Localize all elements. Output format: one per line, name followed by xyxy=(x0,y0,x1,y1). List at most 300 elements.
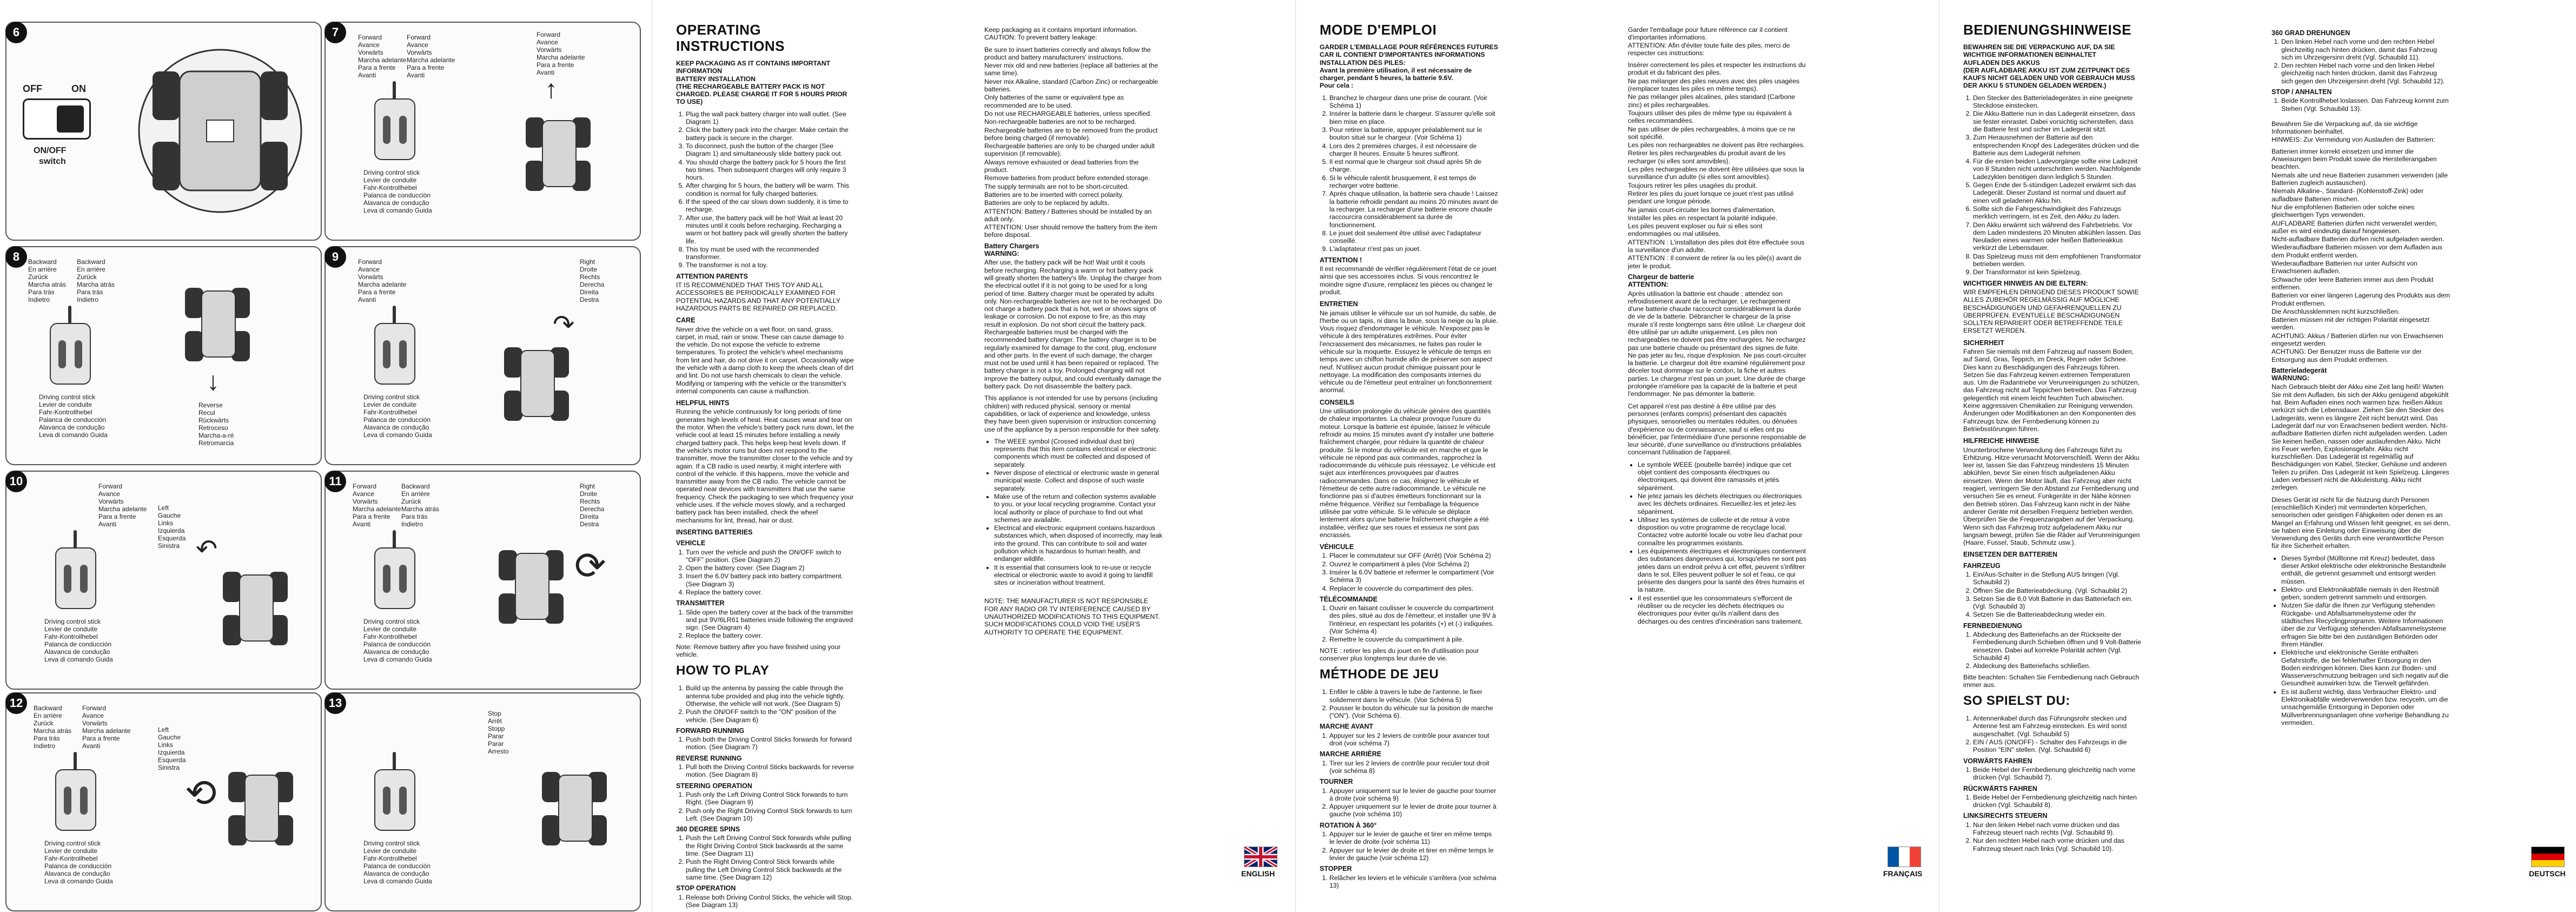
list-item: Batteries are only to be replaced by adults. xyxy=(984,199,1110,207)
germany-flag-icon xyxy=(2531,847,2565,867)
control-stick-label: Driving control stick Levier de conduite Fahr-Kontrollhebel Palanca de conducción Alavanca de condução Leva di comando Guida xyxy=(44,840,113,885)
page-title: MODE D'EMPLOI xyxy=(1320,22,1437,38)
spin-steps xyxy=(676,834,855,881)
reverse-steps xyxy=(1320,759,1498,775)
list-item: 1. Slide open the battery cover at the back of the transmitter and put 9V/6LR61 batteries inside following the engraved sign. (See Diagram 4) xyxy=(686,609,855,632)
forward-steps xyxy=(676,736,855,751)
transmitter-illustration xyxy=(374,98,415,160)
forward-label: Forward Avance Vorwärts Marcha adelante Para a frente Avanti xyxy=(82,704,131,750)
list-item: Never mix old and new batteries (replace all batteries at the same time). xyxy=(984,62,1158,77)
list-item: 4. Setzen Sie die Batterieabdeckung wieder ein. xyxy=(1973,611,2142,618)
left-label: Left Gauche Links Izquierda Esquerda Sinistra xyxy=(158,504,186,550)
battery-intro: GARDER L'EMBALLAGE POUR RÉFÉRENCES FUTURES CAR IL CONTIENT D'IMPORTANTES INFORMATIONS INSTALLATION DES PILES: Avant la première utilisation, il est nécessaire de charger, pendant 5 heures, la batterie 9.6V. Pour cela : xyxy=(1320,43,1498,90)
diagram-area xyxy=(0,0,644,911)
list-item: Schwache oder leere Batterien immer aus dem Produkt entfernen. xyxy=(2272,275,2434,291)
list-item: Batterien vor einer längeren Lagerung des Produkts aus dem Produkt entfernen. xyxy=(2272,292,2450,307)
panel-number: 6 xyxy=(5,22,27,43)
list-item: 1. Beide Kontrollhebel loslassen. Das Fahrzeug kommt zum Stehen (Vgl. Schaubild 13). xyxy=(2281,97,2450,113)
list-item: • Nutzen Sie dafür die Ihnen zur Verfügung stehenden Rückgabe- und Abfallsammelsysteme oder Ihr städtisches Recyclingprogramm. Weitere Informationen über die zur Verfügung stehenden Abfallsammelsysteme erfragen Sie bitte bei den zuständigen Behörden oder Ihrem Händler. xyxy=(2281,602,2450,648)
battery-intro: BEWAHREN SIE DIE VERPACKUNG AUF, DA SIE WICHTIGE INFORMATIONEN BEINHALTET AUFLADEN DES AKKUS (DER AUFLADBARE AKKU IST ZUM ZEITPUNKT DES KAUFS NICHT GELADEN UND VOR GEBRAUCH MUSS DER AKKU 5 STUNDEN GELADEN WERDEN.) xyxy=(1963,43,2135,90)
english-column-2 xyxy=(984,26,1163,640)
weee-list xyxy=(1628,461,1806,625)
panel-number: 10 xyxy=(5,471,27,492)
list-item: 1. Build up the antenna by passing the cable through the antenna tube provided and plug into the vehicle tightly. Otherwise, the vehicle will not work. (See Diagram 5) xyxy=(686,684,855,708)
list-item: 7. Den Akku erwärmt sich während des Fahrbetriebs. Vor dem Laden mindestens 20 Minuten abkühlen lassen. Das Neuladen eines warmen oder heißen Batterieakkus verkürzt die Lebensdauer. xyxy=(1973,221,2142,252)
care-heading: CARE xyxy=(676,316,696,325)
truck-illustration xyxy=(526,109,591,196)
forward-heading: VORWÄRTS FAHREN xyxy=(1963,757,2032,765)
list-item: 4. Für die ersten beiden Ladevorgänge sollte eine Ladezeit von 8 Stunden nicht unterschritten werden. Nachfolgende Ladezyklen benötigen dann lediglich 5 Stunden. xyxy=(1973,157,2142,181)
panel-number: 7 xyxy=(325,22,346,43)
how-to-play-steps xyxy=(676,684,855,723)
list-item: 2. Abdeckung des Batteriefachs schließen. xyxy=(1973,662,2142,670)
list-item: 1. Den linken Hebel nach vorne und den rechten Hebel gleichzeitig nach hinten drücken, damit das Fahrzeug sich im Uhrzeigersinn dreht (Vgl. Schaubild 11). xyxy=(2281,38,2450,61)
battery-steps xyxy=(1963,94,2142,276)
list-item: ATTENTION : Il convient de retirer la ou les pile(s) avant de jeter le produit. xyxy=(1628,254,1802,270)
list-item: Batteries are to be inserted with correct polarity. xyxy=(984,190,1124,199)
list-item: Non-rechargeable batteries are not to be recharged. xyxy=(984,118,1137,126)
list-item: 1. Abdeckung des Batteriefachs an der Rückseite der Fernbedienung durch Schieben öffnen und 9 Volt-Batterie einsetzen. Dabei auf korrekte Polarität achten (Vgl. Schaubild 4) xyxy=(1973,631,2142,662)
list-item: 2. Ouvrez le compartiment à piles (Voir Schéma 2) xyxy=(1329,560,1498,568)
list-item: 1. Plug the wall pack battery charger into wall outlet. (See Diagram 1) xyxy=(686,110,855,126)
steering-steps xyxy=(1963,821,2142,852)
list-item: 3. To disconnect, push the button of the charger (See Diagram 1) and simultaneously slide battery pack out. xyxy=(686,142,855,158)
how-to-play-steps xyxy=(1320,688,1498,719)
list-item: Insérer correctement les piles et respecter les instructions du produit et du fabricant des piles. xyxy=(1628,61,1806,77)
transmitter-subheading: TRANSMITTER xyxy=(676,599,725,607)
list-item: 1. Appuyer uniquement sur le levier de gauche pour tourner à droite (voir schéma 9) xyxy=(1329,787,1498,803)
list-item: 2. Öffnen Sie die Batterieabdeckung. (Vgl. Schaubild 2) xyxy=(1973,587,2142,594)
list-item: Retirer les piles rechargeables du produit avant de les recharger (si elles sont amovibles). xyxy=(1628,149,1786,165)
transmitter-subheading: TÉLÉCOMMANDE xyxy=(1320,595,1378,603)
uk-flag-icon xyxy=(1244,847,1277,867)
stop-heading: STOPPER xyxy=(1320,865,1352,873)
transmitter-note: NOTE : retirer les piles du jouet en fin d'utilisation pour conserver plus longtemps leur durée de vie. xyxy=(1320,646,1479,662)
list-item: Les piles non rechargeables ne doivent pas être rechargées. xyxy=(1628,141,1805,149)
steering-steps xyxy=(676,791,855,822)
charger-heading: Batterieladegerät WARNUNG: xyxy=(2272,366,2327,382)
weee-list xyxy=(2272,554,2450,727)
german-column-2 xyxy=(2272,26,2450,730)
transmitter-illustration xyxy=(374,769,415,831)
list-item: Toujours retirer les piles usagées du produit. xyxy=(1628,181,1758,189)
list-item: 1. Nur den linken Hebel nach vorne drücken und das Fahrzeug steuert nach rechts (Vgl. Schaubild 9). xyxy=(1973,821,2142,837)
truck-illustration xyxy=(223,564,288,650)
list-item: 3. Insérer la 6.0V batterie et refermer le compartiment (Voir Schéma 3) xyxy=(1329,569,1498,584)
list-item: Ne pas utiliser de piles rechargeables, à moins que ce ne soit spécifié. xyxy=(1628,125,1796,141)
how-to-play-title: SO SPIELST DU: xyxy=(1963,693,2070,709)
stop-heading: STOP OPERATION xyxy=(676,884,736,893)
hints-text: Une utilisation prolongée du véhicule génère des quantités de chaleur importantes. La chaleur provoque l'usure du moteur. Lorsque la batterie est épuisée, laissez le véhicule refroidir au moins 15 minutes avant d'y installer une batterie fraîchement chargée, pour réduire la quantité de chaleur produite. Si le moteur du véhicule est en marche et que le véhicule ne répond pas aux commandes, rapprochez la radiocommande du véhicule puis réessayez. Le véhicule est sujet aux interférences provoquées par d'autres radiocommandes. Dans ce cas, éloignez le véhicule et l'émetteur de cette autre radiocommande. Le véhicule ne fonctionne pas si d'autres émetteurs fonctionnant sur la même fréquence. Vérifiez sur l'emballage la fréquence utilisée par votre véhicule. Si le véhicule se déplace lentement alors qu'une batterie fraîchement chargée a été installée, vérifiez que ses roues et essieux ne sont pas encrassés. xyxy=(1320,407,1496,539)
forward-label-right: Forward Avance Vorwärts Marcha adelante Para a frente Avanti xyxy=(407,34,455,79)
inserting-heading: EINSETZEN DER BATTERIEN xyxy=(1963,551,2058,559)
transmitter-illustration xyxy=(374,547,415,609)
battery-steps xyxy=(676,110,855,269)
list-item: • Le symbole WEEE (poubelle barrée) indique que cet objet contient des composants électriques ou électroniques, qui doivent être ramassés et jetés séparément. xyxy=(1638,461,1806,492)
stop-steps xyxy=(2272,97,2450,113)
stop-heading: STOP / ANHALTEN xyxy=(2272,88,2332,96)
list-item: Wiederaufladbare Batterien müssen vor dem Aufladen aus dem Produkt entfernt werden. xyxy=(2272,243,2442,259)
list-item: 5. After charging for 5 hours, the battery will be warm. This condition is normal for fully charged batteries. xyxy=(686,182,855,197)
list-item: ACHTUNG: Der Benutzer muss die Batterie vor der Entsorgung aus dem Produkt entfernen. xyxy=(2272,348,2422,364)
list-item: • Make use of the return and collection systems available to you, or your local recycling programme. Contact your local authority or place of purchase to find out what schemes are available. xyxy=(994,493,1163,524)
list-item: 1. Tirer sur les 2 leviers de contrôle pour reculer tout droit (voir schéma 8) xyxy=(1329,759,1498,775)
spin-heading: ROTATION À 360° xyxy=(1320,821,1377,829)
steering-heading: TOURNER xyxy=(1320,778,1353,786)
diagram-panel-10 xyxy=(5,471,322,690)
care-text: Never drive the vehicle on a wet floor, on sand, grass, carpet, in mud, rain or snow. These can cause damage to the vehicle. Do not expose the vehicle to extreme temperatures. To protect the vehicle's wheel mechanisms from lint and hair, do not drive it on carpet. Occasionally wipe the vehicle with a damp cloth to keep the wheels clean of dirt and lint. Do not use harsh chemicals to clean the vehicle. Modifying or tampering with the vehicle or the transmitter's internal components can cause a malfunction. xyxy=(676,325,854,395)
list-item: 2. Push the ON/OFF switch to the "ON" position of the vehicle. (See Diagram 6) xyxy=(686,708,855,724)
list-item: ATTENTION : L'installation des piles doit être effectuée sous la surveillance d'un adulte. xyxy=(1628,238,1805,254)
list-item: ATTENTION: User should remove the battery from the item before disposal. xyxy=(984,223,1157,239)
list-item: 3. Pour retirer la batterie, appuyer préalablement sur le bouton situé sur le chargeur. (Voir Schéma 1) xyxy=(1329,126,1498,142)
list-item: 5. Gegen Ende der 5-stündigen Ladezeit erwärmt sich das Ladegerät. Dieser Zustand ist normal und dauert auf einen voll geladenen Akku hin. xyxy=(1973,181,2142,204)
list-item: 9. L'adaptateur n'est pas un jouet. xyxy=(1329,245,1498,253)
diagram-panel-6 xyxy=(5,22,322,241)
panel-number: 13 xyxy=(325,692,346,714)
page-title: BEDIENUNGSHINWEISE xyxy=(1963,22,2131,38)
list-item: • Les équipements électriques et électroniques contiennent des substances dangereuses qui, lorsqu'elles ne sont pas jetées dans un endroit prévu à cet effet, peuvent s'infiltrer dans le sol. Elles peuvent polluer le sol et l'eau, ce qui présente des dangers pour la santé des êtres humains et la nature. xyxy=(1638,547,1806,594)
arrow-up-icon: ↑ xyxy=(545,75,558,104)
list-item: Nicht-aufladbare Batterien dürfen nicht aufgeladen werden. xyxy=(2272,235,2445,243)
german-column-1 xyxy=(1963,22,2142,856)
list-item: • Il est essentiel que les consommateurs s'efforcent de réutiliser ou de recycler les déchets électriques ou électroniques pour éviter qu'ils n'aillent dans des décharges ou des centres d'incinération sans traitement. xyxy=(1638,594,1806,625)
list-item: 4. You should charge the battery pack for 5 hours the first two times. Then subsequent charges will only require 3 hours. xyxy=(686,158,855,182)
backward-label-right: Backward En arrière Zurück Marcha atrás Para trás Indietro xyxy=(77,258,115,303)
english-column-1 xyxy=(676,22,855,912)
list-item: Remove batteries from product before extended storage. xyxy=(984,174,1150,182)
vehicle-steps xyxy=(1963,571,2142,619)
list-item: ATTENTION: Battery / Batteries should be installed by an adult only. xyxy=(984,207,1152,223)
truck-illustration xyxy=(499,542,564,629)
list-item: 1. Push both the Driving Control Sticks forwards for forward motion. (See Diagram 7) xyxy=(686,736,855,751)
list-item: 1. Turn over the vehicle and push the ON/OFF switch to "OFF" position. (See Diagram 2) xyxy=(686,548,855,564)
french-column-2 xyxy=(1628,26,1806,629)
list-item: Les piles rechargeables ne doivent être utilisées que sous la surveillance d'un adulte (si elles sont amovibles). xyxy=(1628,166,1804,181)
transmitter-subheading: FERNBEDIENUNG xyxy=(1963,622,2023,630)
spin-steps xyxy=(2272,38,2450,85)
list-item: 1. Ein/Aus-Schalter in die Stellung AUS bringen (Vgl. Schaubild 2) xyxy=(1973,571,2142,586)
transmitter-steps xyxy=(1963,631,2142,670)
forward-heading: FORWARD RUNNING xyxy=(676,726,745,735)
compliance-text: This appliance is not intended for use by persons (including children) with reduced physical, sensory or mental capabilities, or lack of experience and knowledge, unless they have been given supervision or instruction concerning use of the appliance by a person responsible for their safety. xyxy=(984,394,1160,433)
truck-illustration xyxy=(542,764,607,850)
list-item: Never mix Alkaline, standard (Carbon Zinc) or rechargeable batteries. xyxy=(984,77,1158,94)
list-item: • Elektrische und elektronische Geräte enthalten Gefahrstoffe, die bei fehlerhafter Entsorgung in den Boden eindringen können. Dies kann zur Boden- und Wasserverschmutzung beitragen und sich negativ auf die Gesundheit auswirken bzw. die Tierwelt gefährden. xyxy=(2281,649,2450,687)
list-item: 2. Open the battery cover. (See Diagram 2) xyxy=(686,564,855,572)
hints-text: Ununterbrochene Verwendung des Fahrzeugs führt zu Erhitzung. Hitze verursacht Motorverschleiß. Wenn der Akku leer ist, lassen Sie das Fahrzeug mindestens 15 Minuten abkühlen, bevor Sie einen frisch aufgeladenen Akku einsetzen. Wenn der Motor läuft, das Fahrzeug aber nicht reagiert, verringern Sie den Abstand zur Fernbedienung und versuchen Sie es erneut. Funkgeräte in der Nähe können den Betrieb stören. Das Fahrzeug kann nicht in der Nähe anderer Geräte mit derselben Frequenz betrieben werden. Überprüfen Sie die Frequenzangaben auf der Verpackung. Wenn sich das Fahrzeug trotz aufgeladenem Akku nur langsam bewegt, prüfen Sie die Räder auf Verunreinigungen (Haare, Fussel, Staub, Schmutz usw.). xyxy=(1963,446,2140,547)
reverse-steps xyxy=(1963,794,2142,809)
diagram-panel-13 xyxy=(325,692,641,911)
fcc-note: NOTE: THE MANUFACTURER IS NOT RESPONSIBLE FOR ANY RADIO OR TV INTERFERENCE CAUSED BY UNAUTHORIZED MODIFICATIONS TO THIS EQUIPMENT. SUCH MODIFICATIONS COULD VOID THE USER'S AUTHORITY TO OPERATE THE EQUIPMENT. xyxy=(984,597,1160,636)
transmitter-note: Note: Remove battery after you have finished using your vehicle. xyxy=(676,643,841,659)
list-item: The supply terminals are not to be short-circuited. xyxy=(984,182,1129,190)
reverse-label: Reverse Recul Rückwärts Retroceso Marcha-a-ré Retromarcia xyxy=(198,401,234,447)
list-item: • Ne jetez jamais les déchets électriques ou électroniques avec les déchets ordinaires. Recueillez-les et jetez-les séparément. xyxy=(1638,492,1806,516)
diagram-panel-8 xyxy=(5,246,322,465)
right-label: Right Droite Rechts Derecha Direita Destra xyxy=(580,258,605,303)
stop-label: Stop Arrêt Stopp Parar Parar Arresto xyxy=(488,710,509,755)
list-item: 2. Pousser le bouton du véhicule sur la position de marche ("ON"). (Voir Schéma 6). xyxy=(1329,704,1498,720)
list-item: • The WEEE symbol (Crossed individual dust bin) represents that this item contains electrical or electronic components which must be collected and disposed of separately. xyxy=(994,438,1163,468)
list-item: • Elektro- und Elektronikabfälle niemals in den Restmüll geben, sondern getrennt sammeln und entsorgen. xyxy=(2281,586,2450,602)
list-item: 5. Il est normal que le chargeur soit chaud après 5h de charge. xyxy=(1329,158,1498,174)
list-item: 6. Si le véhicule ralentit brusquement, il est temps de recharger votre batterie. xyxy=(1329,174,1498,190)
transmitter-steps xyxy=(1320,604,1498,643)
spin-clockwise-icon: ⟳ xyxy=(574,545,606,587)
forward-label-left: Forward Avance Vorwärts Marcha adelante Para a frente Avanti xyxy=(358,34,407,79)
attention-heading: ATTENTION PARENTS xyxy=(676,272,748,280)
spin-counterclockwise-icon: ⟲ xyxy=(185,772,217,814)
backward-label: Backward En arrière Zurück Marcha atrás Para trás Indietro xyxy=(34,704,72,750)
attention-heading: WICHTIGER HINWEIS AN DIE ELTERN: xyxy=(1963,279,2088,287)
list-item: 1. Push only the Left Driving Control Stick forwards to turn Right. (See Diagram 9) xyxy=(686,791,855,807)
control-stick-label: Driving control stick Levier de conduite Fahr-Kontrollhebel Palanca de conducción Alavanca de condução Leva di comando Guida xyxy=(363,169,432,214)
charger-text: Nach Gebrauch bleibt der Akku eine Zeit lang heiß! Warten Sie mit dem Aufladen, bis sich der Akku genügend abgekühlt hat. Beim Aufladen eines noch warmen bzw. heißen Akkus verkürzt sich die Lebensdauer. Ziehen Sie den Stecker des Ladegeräts, wenn es längere Zeit nicht benutzt wird. Das Ladegerät darf nur von Erwachsenen bedient werden. Nicht-aufladbare Batterien dürfen nicht aufgeladen werden. Laden Sie keinen heißen, nassen oder auslaufenden Akku. Nicht ins Feuer werfen, Explosionsgefahr. Akku nicht kurzschließen. Das Ladegerät ist regelmäßig auf Beschädigungen von Kabel, Stecker, Gehäuse und anderen Teilen zu prüfen. Das Ladegerät ist kein Spielzeug. Längeres Laden verbessert nicht die Akkuleistung. Akku nicht zerlegen. xyxy=(2272,383,2449,492)
forward-label: Forward Avance Vorwärts Marcha adelante Para a frente Avanti xyxy=(98,483,147,528)
list-item: Batterien müssen mit der richtigen Polarität eingesetzt werden. xyxy=(2272,316,2429,332)
battery-steps xyxy=(1320,94,1498,253)
arrow-down-icon: ↓ xyxy=(207,367,220,396)
list-item: Wiederaufladbare Batterien nur unter Aufsicht von Erwachsenen aufladen. xyxy=(2272,260,2418,275)
list-item: 1. Antennenkabel durch das Führungsrohr stecken und Antenne fest am Fahrzeug einstecken. Es wird sonst ausgeschaltet. (Vgl. Schaubild 5) xyxy=(1973,715,2142,738)
list-item: Rechargeable batteries are only to be charged under adult supervision (if removable). xyxy=(984,142,1155,158)
list-item: 7. After use, the battery pack will be hot! Wait at least 20 minutes until it cools before recharging. Recharging a warm or hot battery pack will greatly shorten the battery life. xyxy=(686,214,855,245)
list-item: 2. Push only the Right Driving Control Stick forwards to turn Left. (See Diagram 10) xyxy=(686,807,855,823)
forward-label: Forward Avance Vorwärts Marcha adelante Para a frente Avanti xyxy=(358,258,407,303)
forward-label-vehicle: Forward Avance Vorwärts Marcha adelante Para a frente Avanti xyxy=(537,31,585,76)
caution-lines xyxy=(984,46,1163,239)
how-to-play-steps xyxy=(1963,715,2142,754)
list-item: Die Anschlussklemmen nicht kurzschließen. xyxy=(2272,307,2400,315)
page-divider xyxy=(1295,0,1296,911)
control-stick-label: Driving control stick Levier de conduite Fahr-Kontrollhebel Palanca de conducción Alavanca de condução Leva di comando Guida xyxy=(39,393,108,439)
charger-heading: Chargeur de batterie ATTENTION: xyxy=(1628,273,1694,289)
list-item: 1. Beide Hebel der Fernbedienung gleichzeitig nach hinten drücken (Vgl. Schaubild 8). xyxy=(1973,794,2142,809)
control-stick-label: Driving control stick Levier de conduite Fahr-Kontrollhebel Palanca de conducción Alavanca de condução Leva di comando Guida xyxy=(363,618,432,663)
left-label: Left Gauche Links Izquierda Esquerda Sinistra xyxy=(158,726,186,771)
list-item: 7. Après chaque utilisation, la batterie sera chaude ! Laissez la batterie refroidir pendant au moins 20 minutes avant de la recharger. La recharger d'une batterie encore chaude raccourcira considérablement sa durée de fonctionnement. xyxy=(1329,190,1498,228)
care-heading: SICHERHEIT xyxy=(1963,339,2004,347)
caution-intro: Garder l'emballage pour future référence car il contient d'importantes informations. ATTENTION: Afin d'éviter toute fuite des piles, merci de respecter ces instructions: xyxy=(1628,26,1790,57)
panel-number: 9 xyxy=(325,246,346,268)
list-item: • Electrical and electronic equipment contains hazardous substances which, when disposed of incorrectly, may leak into the ground. This can contribute to soil and water pollution which is hazardous to human health, and endanger wildlife. xyxy=(994,524,1163,563)
turn-right-arrow-icon: ↷ xyxy=(553,310,575,339)
list-item: Ne pas mélanger des piles neuves avec des piles usagées (remplacer toutes les piles en même temps). xyxy=(1628,77,1800,93)
list-item: 2. Appuyer uniquement sur le levier de droite pour tourner à gauche (voir schéma 10) xyxy=(1329,803,1498,818)
care-heading: ENTRETIEN xyxy=(1320,300,1358,308)
list-item: • Never dispose of electrical or electronic waste in general municipal waste. Collect and dispose of such waste separately. xyxy=(994,469,1163,492)
reverse-steps xyxy=(676,763,855,779)
forward-steps xyxy=(1320,732,1498,748)
switch-on-label: ON xyxy=(71,83,86,94)
list-item: 2. Nur den rechten Hebel nach vorne drücken und das Fahrzeug steuert nach links (Vgl. Schaubild 10). xyxy=(1973,837,2142,852)
list-item: 1. Pull both the Driving Control Sticks backwards for reverse motion. (See Diagram 8) xyxy=(686,763,855,779)
stop-steps xyxy=(676,894,855,909)
list-item: 3. Insert the 6.0V battery pack into battery compartment. (See Diagram 3) xyxy=(686,572,855,588)
language-label: DEUTSCH xyxy=(2529,869,2566,878)
list-item: Retirer les piles du jouet lorsque ce jouet n'est pas utilisé pendant une longue période. xyxy=(1628,189,1794,206)
care-text: Fahren Sie niemals mit dem Fahrzeug auf nassem Boden, auf Sand, Gras, Teppich, im Dreck, Regen oder Schnee. Dies kann zu Beschädigungen des Fahrzeugs führen. Setzen Sie das Fahrzeug keinen extremen Temperaturen aus. Um die Radantriebe vor Verunreinigungen zu schützen, das Fahrzeug nicht auf Teppichen betreiben. Das Fahrzeug gelegentlich mit einem leicht feuchten Tuch abwischen. Keine aggressiven Chemikalien zur Reinigung verwenden. Änderungen oder Modifikationen an den Komponenten des Fahrzeugs bzw. der Fernbedienung können zu Betriebsstörungen führen. xyxy=(1963,347,2140,433)
attention-text: WIR EMPFEHLEN DRINGEND DIESES PRODUKT SOWIE ALLES ZUBEHÖR REGELMÄSSIG AUF MÖGLICHE BESCHÄDIGUNGEN UND GEFAHRENQUELLEN ZU ÜBERPRÜFEN. EVENTUELLE BESCHÄDIGUNGEN SOLLTEN REPARIERT ODER BETREFFENDE TEILE ERSETZT WERDEN. xyxy=(1963,288,2139,335)
list-item: 4. Lors des 2 premières charges, il est nécessaire de charger 8 heures. Ensuite 5 heures suffiront. xyxy=(1329,142,1498,158)
transmitter-illustration xyxy=(55,769,96,831)
list-item: AUFLADBARE Batterien dürfen nicht verwendet werden, außer es wird eindeutig darauf hingewiesen. xyxy=(2272,219,2438,235)
list-item: 1. Beide Hebel der Fernbedienung gleichzeitig nach vorne drücken (Vgl. Schaubild 7). xyxy=(1973,766,2142,782)
caution-intro: Bewahren Sie die Verpackung auf, da sie wichtige Informationen beinhaltet. HINWEIS: Zur Vermeidung von Auslaufen der Batterien: xyxy=(2272,120,2435,143)
care-text: Ne jamais utiliser le véhicule sur un sol humide, du sable, de l'herbe ou un tapis, ni dans la boue, sous la neige ou la pluie. Vous risquez d'endommager le véhicule. N'exposez pas le véhicule à des températures extrêmes. Pour éviter l'encrassement des mécanismes, ne faites pas rouler le véhicule sur la moquette. Essuyez le véhicule de temps en temps avec un chiffon humide afin de préserver son aspect neuf. N'utilisez aucun produit chimique puissant pour le nettoyage. La modification des composants internes du véhicule ou de l'émetteur peut entraîner un fonctionnement anormal. xyxy=(1320,309,1498,394)
right-label: Right Droite Rechts Derecha Direita Destra xyxy=(580,483,605,528)
inserting-heading: INSERTING BATTERIES xyxy=(676,528,753,536)
list-item: 3. Zum Herausnehmen der Batterie auf den entsprechenden Knopf des Ladegerätes drücken und die Batterie aus dem Ladegerät nehmen. xyxy=(1973,134,2142,157)
list-item: Batterien immer korrekt einsetzen und immer die Anweisungen beim Produkt sowie die Herstellerangaben beachten. xyxy=(2272,147,2437,171)
panel-number: 8 xyxy=(5,246,27,268)
list-item: Niemals Alkaline-, Standard- (Kohlenstoff-Zink) oder aufladbare Batterien mischen. xyxy=(2272,187,2423,203)
diagram-panel-12 xyxy=(5,692,322,911)
forward-label: Forward Avance Vorwärts Marcha adelante Para a frente Avanti xyxy=(353,483,401,528)
diagram-panel-9 xyxy=(325,246,641,465)
list-item: 1. Appuyer sur le levier de gauche et tirer en même temps le levier de droite (voir schéma 11) xyxy=(1329,830,1498,846)
list-item: Only batteries of the same or equivalent type as recommended are to be used. xyxy=(984,94,1124,109)
backward-label-left: Backward En arrière Zurück Marcha atrás Para trás Indietro xyxy=(28,258,67,303)
switch-caption: ON/OFF xyxy=(34,146,67,155)
list-item: 1. Placer le commutateur sur OFF (Arrêt) (Voir Schéma 2) xyxy=(1329,552,1498,559)
transmitter-note: Bitte beachten: Schalten Sie Fernbedienung nach Gebrauch immer aus. xyxy=(1963,673,2140,689)
on-off-switch-illustration xyxy=(23,98,91,140)
list-item: Ne pas mélanger piles alcalines, piles standard (Carbone zinc) et piles rechargeables. xyxy=(1628,93,1795,109)
attention-heading: ATTENTION ! xyxy=(1320,256,1362,264)
list-item: 4. Replacer le couvercle du compartiment des piles. xyxy=(1329,585,1498,592)
backward-label: Backward En arrière Zurück Marcha atrás Para trás Indietro xyxy=(401,483,440,528)
caution-lines xyxy=(1628,61,1806,270)
forward-steps xyxy=(1963,766,2142,782)
list-item: Ne jamais court-circuiter les bornes d'alimentation. xyxy=(1628,206,1776,214)
list-item: 2. Den rechten Hebel nach vorne und den linken Hebel gleichzeitig nach hinten drücken, damit das Fahrzeug sich gegen den Uhrzeigersinn dreht (Vgl. Schaubild 12). xyxy=(2281,62,2450,85)
charger-text: After use, the battery pack will be hot! Wait until it cools before recharging. Recharging a warm or hot battery pack will greatly shorten the battery's life. Unplug the charger from the electrical outlet if it is not going to be used for a long period of time. Battery charger must be operated by adults only. Non-rechargeable batteries are not to be recharged. Do not charge a battery pack that is hot, wet or shows signs of leakage or corrosion. Do not expose to fire, as this may result in explosion. Do not short circuit the battery pack. Rechargeable batteries must be charged with the recommended battery charger. The battery charger is to be regularly examined for damage to the cord, plug, enclosure and other parts. In the event of such damage, the charger must not be used until it has been repaired or replaced. The battery charger is not a toy. Prolonged charging will not improve the battery output, and could eventually damage the battery pack. Do not disassemble the battery pack. xyxy=(984,259,1162,391)
list-item: Toujours utiliser des piles de même type ou équivalent à celles recommandées. xyxy=(1628,109,1792,125)
spin-heading: 360 GRAD DREHUNGEN xyxy=(2272,29,2350,37)
transmitter-illustration xyxy=(50,323,91,385)
list-item: 2. Appuyer sur le levier de droite et tirer en même temps le levier de gauche (voir schéma 12) xyxy=(1329,847,1498,862)
forward-heading: MARCHE AVANT xyxy=(1320,723,1374,731)
vehicle-heading: VÉHICULE xyxy=(1320,543,1354,551)
caution-lines xyxy=(2272,148,2450,364)
list-item: Rechargeable batteries are to be removed from the product before being charged (if removable). xyxy=(984,126,1158,142)
hints-heading: HILFREICHE HINWEISE xyxy=(1963,437,2039,445)
panel-number: 11 xyxy=(325,471,346,492)
switch-off-label: OFF xyxy=(23,83,42,94)
caution-intro: Keep packaging as it contains important information. CAUTION: To prevent battery leakage: xyxy=(984,26,1138,42)
list-item: 1. Den Stecker des Batterieladegerätes in eine geeignete Steckdose einstecken. xyxy=(1973,94,2142,110)
steering-heading: STEERING OPERATION xyxy=(676,782,752,790)
list-item: 2. EIN / AUS (ON/OFF) - Schalter des Fahrzeugs in die Position "EIN" stellen. (Vgl. Schaubild 6) xyxy=(1973,738,2142,754)
reverse-heading: REVERSE RUNNING xyxy=(676,754,742,762)
truck-illustration xyxy=(504,339,569,426)
list-item: 1. Branchez le chargeur dans une prise de courant. (Voir Schéma 1) xyxy=(1329,94,1498,110)
weee-list xyxy=(984,438,1163,587)
transmitter-illustration xyxy=(374,323,415,385)
vehicle-steps xyxy=(1320,552,1498,592)
list-item: 9. The transformer is not a toy. xyxy=(686,261,855,269)
list-item: 4. Replace the battery cover. xyxy=(686,589,855,596)
hints-heading: CONSEILS xyxy=(1320,398,1354,406)
diagram-panel-11 xyxy=(325,471,641,690)
list-item: 1. Relâcher les leviers et le véhicule s'arrêtera (voir schéma 13) xyxy=(1329,874,1498,890)
vehicle-steps xyxy=(676,548,855,597)
list-item: 8. Le jouet doit seulement être utilisé avec l'adaptateur conseillé. xyxy=(1329,229,1498,245)
list-item: 9. Der Transformator ist kein Spielzeug. xyxy=(1973,268,2142,276)
french-column-1 xyxy=(1320,22,1498,893)
truck-underside-illustration xyxy=(131,39,309,223)
control-stick-label: Driving control stick Levier de conduite Fahr-Kontrollhebel Palanca de conducción Alavanca de condução Leva di comando Guida xyxy=(363,840,432,885)
list-item: 8. This toy must be used with the recommended transformer. xyxy=(686,246,855,261)
how-to-play-title: HOW TO PLAY xyxy=(676,663,770,678)
list-item: • Dieses Symbol (Mülltonne mit Kreuz) bedeutet, dass dieser Artikel elektrische oder elektronische Bestandteile enthält, die getrennt gesammelt und entsorgt werden müssen. xyxy=(2281,554,2450,585)
list-item: 2. Insérer la batterie dans le chargeur. S'assurer qu'elle soit bien mise en place. xyxy=(1329,110,1498,125)
steering-heading: LINKS/RECHTS STEUERN xyxy=(1963,812,2048,820)
spin-heading: 360 DEGREE SPINS xyxy=(676,825,740,834)
list-item: 3. Setzen Sie die 6,0 Volt Batterie in das Batteriefach ein. (Vgl. Schaubild 3) xyxy=(1973,595,2142,611)
list-item: Be sure to insert batteries correctly and always follow the product and battery manufacturers' instructions. xyxy=(984,45,1151,61)
list-item: • It is essential that consumers look to re-use or recycle electrical or electronic waste to avoid it going to landfill sites or incineration without treatment. xyxy=(994,564,1163,587)
list-item: 1. Ouvrir en faisant coulisser le couvercle du compartiment des piles, situé au dos de l'émetteur, et installer une 9V à l'intérieur, en respectant les polarités (+) et (-) indiquées. (Voir Schéma 4) xyxy=(1329,604,1498,635)
list-item: • Es ist äußerst wichtig, dass Verbraucher Elektro- und Elektronikabfälle wiederverwenden bzw. recyceln, um die unsachgemäße Entsorgung in Deponien oder Müllverbrennungsanlagen ohne vorherige Behandlung zu vermeiden. xyxy=(2281,688,2450,726)
attention-text: IT IS RECOMMENDED THAT THIS TOY AND ALL ACCESSORIES BE PERIODICALLY EXAMINED FOR POTENTIAL HAZARDS AND THAT ANY POTENTIALLY HAZARDOUS PARTS BE REPAIRED OR REPLACED. xyxy=(676,281,840,312)
turn-left-arrow-icon: ↶ xyxy=(196,535,218,564)
list-item: Niemals alte und neue Batterien zusammen verwenden (alle Batterien zugleich austauschen). xyxy=(2272,171,2448,187)
steering-steps xyxy=(1320,787,1498,818)
charger-heading: Battery Chargers WARNING: xyxy=(984,242,1039,258)
list-item: 1. Push the Left Driving Control Stick forwards while pulling the Right Driving Control Stick backwards at the same time. (See Diagram 11) xyxy=(686,834,855,857)
reverse-heading: RÜCKWÄRTS FAHREN xyxy=(1963,784,2037,792)
list-item: 1. Enfiler le câble à travers le tube de l'antenne, le fixer solidement dans le véhicule. (Voir Schéma 5) xyxy=(1329,688,1498,704)
list-item: 2. Die Akku-Batterie nun in das Ladegerät einsetzen, dass sie fester einrastet. Dabei vorsichtig sicherstellen, dass die Batterie fest und sicher im Ladegerät sitzt. xyxy=(1973,110,2142,133)
list-item: 2. Push the Right Driving Control Stick forwards while pulling the Left Driving Control Stick backwards at the same time. (See Diagram 12) xyxy=(686,858,855,881)
list-item: • Utilisez les systèmes de collecte et de retour à votre disposition ou votre programme de recyclage local. Contactez votre autorité locale ou votre lieu d'achat pour connaître les programmes existants. xyxy=(1638,516,1806,547)
compliance-text: Dieses Gerät ist nicht für die Nutzung durch Personen (einschließlich Kinder) mit verminderten körperlichen, sensorischen oder geistigen Fähigkeiten oder denen es an Mangel an Erfahrung und Wissen fehlt geeignet, es sei denn, sie haben eine Einleitung oder Einweisung über die Verwendung des Geräts durch eine verantwortliche Person für ihre Sicherheit erhalten. xyxy=(2272,495,2450,550)
list-item: 2. Remettre le couvercle du compartiment à pile. xyxy=(1329,636,1498,643)
language-label: ENGLISH xyxy=(1241,869,1275,878)
control-stick-label: Driving control stick Levier de conduite Fahr-Kontrollhebel Palanca de conducción Alavanca de condução Leva di comando Guida xyxy=(44,618,113,663)
hints-heading: HELPFUL HINTS xyxy=(676,399,730,407)
how-to-play-title: MÉTHODE DE JEU xyxy=(1320,667,1439,682)
stop-steps xyxy=(1320,874,1498,890)
list-item: 8. Das Spielzeug muss mit dem empfohlenen Transformator betrieben werden. xyxy=(1973,253,2142,268)
charger-text: Après utilisation la batterie est chaude ; attendez son refroidissement avant de la recharger. Le rechargement d'une batterie chaude raccourcit considérablement la durée de vie de la batterie. Débrancher le chargeur de la prise murale s'il reste longtemps sans être utilisé. Le chargeur doit être utilisé par un adulte uniquement. Les piles non rechargeables ne doivent pas être rechargées. Ne rechargez pas une batterie chaude ou présentant des signes de fuite. Ne pas jeter au feu, risque d'explosion. Ne pas court-circuiter la batterie. Le chargeur doit être examiné régulièrement pour déceler tout dommage sur le cordon, la fiche et autres parties. Le chargeur n'est pas un jouet. Une durée de charge prolongée n'améliore pas la capacité de la batterie et peut l'endommager. Ne pas démonter la batterie. xyxy=(1628,289,1806,398)
switch-word: switch xyxy=(39,157,66,166)
list-item: Nur die empfohlenen Batterien oder solche eines gleichwertigen Typs verwenden. xyxy=(2272,203,2415,219)
list-item: 2. Replace the battery cover. xyxy=(686,632,855,639)
list-item: Les piles peuvent exploser ou fuir si elles sont endommagées ou mal utilisées. xyxy=(1628,222,1763,238)
list-item: Installer les piles en respectant la polarité indiquée. xyxy=(1628,214,1778,222)
list-item: Do not use RECHARGEABLE batteries, unless specified. xyxy=(984,109,1152,117)
list-item: 1. Appuyer sur les 2 leviers de contrôle pour avancer tout droit (voir schéma 7) xyxy=(1329,732,1498,748)
spin-steps xyxy=(1320,830,1498,862)
truck-illustration xyxy=(228,764,293,850)
compliance-text: Cet appareil n'est pas destiné à être utilisé par des personnes (enfants compris) présentant des capacités physiques, sensorielles ou mentales réduites, ou dénuées d'expérience ou de connaissance, sauf si elles ont pu bénéficier, par l'intermédiaire d'une personne responsable de leur sécurité, d'une surveillance ou d'instructions préalables concernant l'utilisation de l'appareil. xyxy=(1628,402,1806,457)
vehicle-subheading: FAHRZEUG xyxy=(1963,561,2001,570)
list-item: Always remove exhausted or dead batteries from the product. xyxy=(984,158,1139,174)
panel-number: 12 xyxy=(5,692,27,714)
diagram-panel-7 xyxy=(325,22,641,241)
transmitter-illustration xyxy=(55,547,96,609)
page-title: OPERATING INSTRUCTIONS xyxy=(676,22,785,54)
list-item: 2. Click the battery pack into the charger. Make certain the battery pack is secure in the charger. xyxy=(686,126,855,142)
france-flag-icon xyxy=(1888,847,1921,867)
battery-intro: KEEP PACKAGING AS IT CONTAINS IMPORTANT INFORMATION BATTERY INSTALLATION (THE RECHARGEABLE BATTERY PACK IS NOT CHARGED. PLEASE CHARGE IT FOR 5 HOURS PRIOR TO USE) xyxy=(676,60,847,106)
list-item: ACHTUNG: Akkus / Batterien dürfen nur von Erwachsenen eingesetzt werden. xyxy=(2272,332,2443,347)
language-label: FRANÇAIS xyxy=(1883,869,1923,878)
